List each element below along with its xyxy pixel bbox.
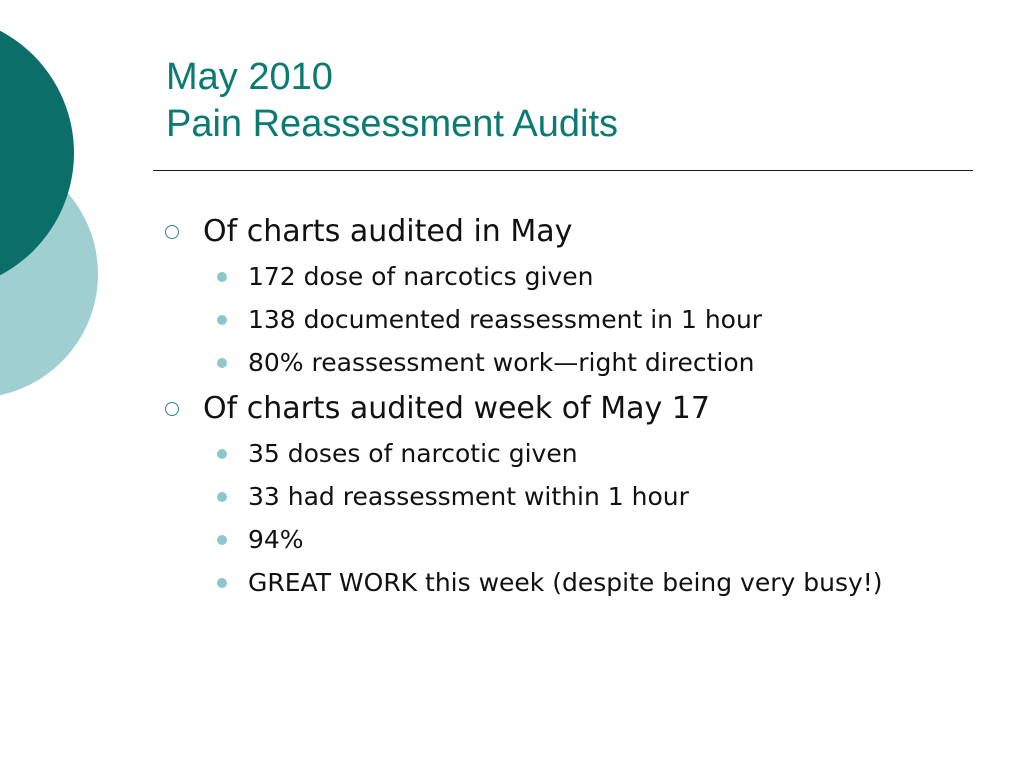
filled-dot-icon (217, 358, 227, 368)
filled-dot-icon (217, 449, 227, 459)
slide-title (166, 54, 618, 148)
list-item-text: 80% reassessment work—right direction (248, 348, 755, 377)
bullet-list (165, 212, 945, 601)
section-heading-text: Of charts audited week of May 17 (203, 391, 710, 426)
list-item-text: 33 had reassessment within 1 hour (248, 482, 689, 511)
list-item-text: GREAT WORK this week (despite being very busy!) (248, 568, 883, 597)
section-heading (165, 212, 945, 252)
filled-dot-icon (217, 272, 227, 282)
list-item-text: 172 dose of narcotics given (248, 262, 594, 291)
list-item-text: 94% (248, 525, 304, 554)
filled-dot-icon (217, 492, 227, 502)
filled-dot-icon (217, 535, 227, 545)
list-item (165, 522, 945, 558)
list-item (165, 302, 945, 338)
list-item-text: 35 doses of narcotic given (248, 439, 578, 468)
title-line-1: May 2010 (166, 56, 333, 98)
list-item (165, 345, 945, 381)
list-item (165, 479, 945, 515)
list-item (165, 565, 945, 601)
filled-dot-icon (217, 578, 227, 588)
hollow-circle-icon (165, 225, 179, 239)
title-divider (153, 170, 973, 171)
title-line-2: Pain Reassessment Audits (166, 103, 619, 145)
section-heading-text: Of charts audited in May (203, 214, 573, 249)
list-item (165, 436, 945, 472)
section-heading (165, 389, 945, 429)
list-item-text: 138 documented reassessment in 1 hour (248, 305, 763, 334)
list-item (165, 259, 945, 295)
filled-dot-icon (217, 315, 227, 325)
hollow-circle-icon (165, 402, 179, 416)
